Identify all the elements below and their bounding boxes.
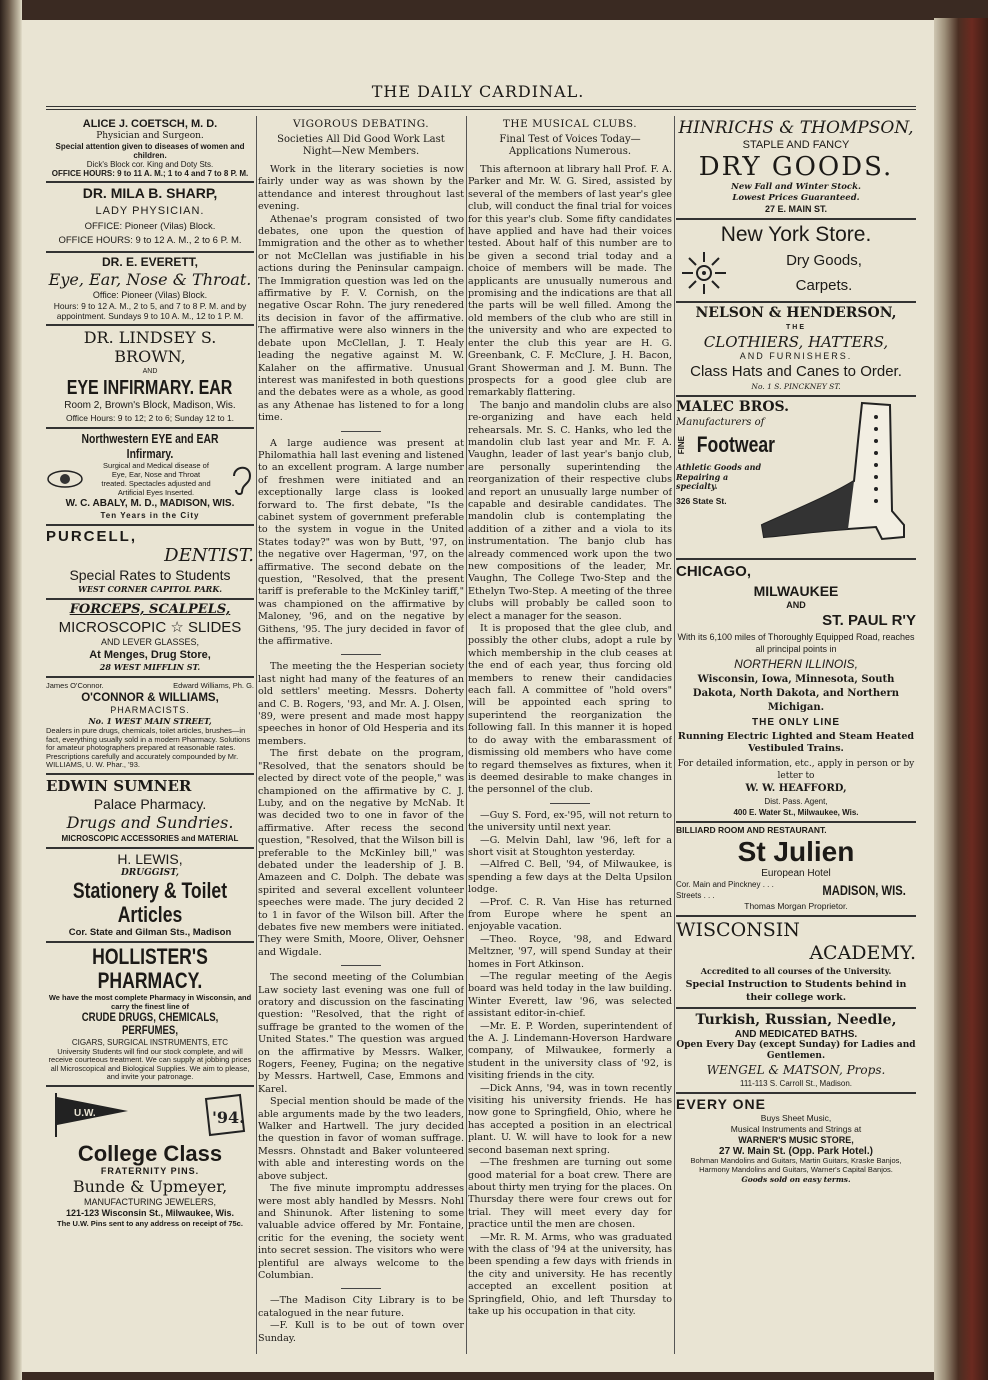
masthead: THE DAILY CARDINAL. xyxy=(371,82,585,101)
ad-sharp: DR. MILA B. SHARP, LADY PHYSICIAN. OFFICE: Pioneer (Vilas) Block. OFFICE HOURS: 9 to 12 A. M., 2 to 6 P. M. xyxy=(46,183,254,253)
paragraph: This afternoon at library hall Prof. F. A. Parker and Mr. W. G. Sired, assisted by several of the members of last year's glee club, will conduct the final trial for voices for this year's club. Some fifty candidates have applied and have had their voices tested. About half of this number are to be given a second trial today and a choice of members will be made. The applicants are unusually numerous and promising and the indications are that all the parts will be well filled. Among the old members of the club who are still in the university and who are expected to enter the club this year are H. G. Greenbank, C. F. McClure, J. H. Bacon, Grant Showerman and J. M. Bunn. The prospects for a good glee club are remarkably flattering. xyxy=(468,164,672,399)
column-rule xyxy=(674,116,675,1354)
paragraph: Special mention should be made of the able arguments made by the two leaders, Walker and Hartwell. The jury decided the question in favor of woman suffrage. Messrs. Ohnstadt and Baker volunteered with able and interesting words on the above subject. xyxy=(258,1096,464,1182)
article-headline: VIGOROUS DEBATING. xyxy=(292,118,430,130)
ad-hollister: HOLLISTER'S PHARMACY. We have the most complete Pharmacy in Wisconsin, and carry the finest line of CRUDE DRUGS, CHEMICALS, PERFUMES, CIGARS, SURGICAL INSTRUMENTS, ETC University Students will find our stock complete, and will receive courteous treatment. We can supply at jobbing prices all Microscopical and Biological Supplies. We aim to please, and invite your patronage. xyxy=(46,943,254,1087)
ad-hinrichs-thompson: HINRICHS & THOMPSON, STAPLE AND FANCY DRY GOODS. New Fall and Winter Stock. Lowest Prices Guaranteed. 27 E. MAIN ST. xyxy=(676,116,916,220)
paragraph: A large audience was present at Philomathia hall last evening and listened to an excellent program. A large number of freshmen were initiated and an exceptionally large class is looked forward to. The first debate, "Is the cabinet system of government preferable to the system in vogue in the United States today?" was won by Butt, '97, on the negative over Hagerman, '97, on the affirmative. The second debate on the question, "Resolved, that the present tariff is preferable to the McKinley tariff," was championed on the affirmative by Maloney, '96, and on the negative by Githens, '95. The jury decided in favor of the affirmative. xyxy=(258,437,464,648)
class-pin-icon xyxy=(200,1091,248,1139)
ad-malec-bros: MALEC BROS. Manufacturers of FINE Footwear Athletic Goods and Repairing a specialty. 326 State St. xyxy=(676,397,916,560)
paragraph: It is proposed that the glee club, and possibly the other clubs, adopt a rule by which membership in the club ceases at the end of each year, thus forcing old members to renew their candidacies each fall. A committee of "hold overs" will be appointed each spring to superintend the reorganization the following fall. In this manner it is hoped to do away with the embarassment of dismissing old members who have come to regard themselves as fixtures, when it is deemed desirable to make changes in the personnel of the club. xyxy=(468,623,672,796)
paragraph: —Alfred C. Bell, '94, of Milwaukee, is spending a few days at the Delta Upsilon lodge. xyxy=(468,859,672,896)
paragraph: —Theo. Royce, '98, and Edward Meltzner, '97, will spend Sunday at their homes in Fort Atkinson. xyxy=(468,933,672,970)
ear-icon xyxy=(228,462,254,496)
masthead-rule xyxy=(46,106,916,110)
paragraph: Work in the literary societies is now fairly under way as was shown by the attendance and interest throughout last evening. xyxy=(258,164,464,213)
ad-st-julien: BILLIARD ROOM AND RESTAURANT. St Julien European Hotel Cor. Main and Pinckney . . . Streets . . . MADISON, WIS. Thomas Morgan Proprietor. xyxy=(676,823,916,917)
column-news-musical xyxy=(468,116,672,1354)
paragraph: —Mr. E. P. Worden, superintendent of the A. J. Lindemann-Hoverson Hardware company, of Milwaukee, formerly a student in the university class of '92, is visiting friends in the city. xyxy=(468,1020,672,1082)
eye-icon xyxy=(46,468,84,490)
divider xyxy=(550,803,590,804)
ad-nelson-henderson: NELSON & HENDERSON, THE CLOTHIERS, HATTERS, AND FURNISHERS. Class Hats and Canes to Order. No. 1 S. PINCKNEY ST. xyxy=(676,303,916,397)
ad-purcell: PURCELL, DENTIST. Special Rates to Students WEST CORNER CAPITOL PARK. xyxy=(46,526,254,600)
paragraph: —Guy S. Ford, ex-'95, will not return to the university until next year. xyxy=(468,809,672,834)
paragraph: The second meeting of the Columbian Law society last evening was one full of oratory and discussion on the fascinating question: "Resolved, that the right of suffrage be granted to the women of the United States." The question was argued on the affirmative by Messrs. Walker, Rogers, Feeney, Fugina; on the negative by Messrs. Hartwell, Case, Emmons and Karel. xyxy=(258,972,464,1095)
article-headline: THE MUSICAL CLUBS. xyxy=(502,118,638,130)
column-rule xyxy=(466,116,467,1354)
pennant-flag-icon xyxy=(52,1093,132,1137)
paragraph: —The Madison City Library is to be catalogued in the near future. xyxy=(258,1295,464,1319)
divider xyxy=(341,1288,381,1289)
paragraph: The meeting the the Hesperian society last night had many of the features of an old settlers' meeting. Messrs. Doherty and C. B. Rogers, '93, and Mr. A. J. Olsen, '89, were present and made most happy speeches in honor of Old Hesperia and its members. xyxy=(258,661,464,747)
article-subhead: Final Test of Voices Today—Applications Numerous. xyxy=(499,134,641,157)
book-binding xyxy=(0,0,22,1380)
ad-railway: CHICAGO, MILWAUKEE AND ST. PAUL R'Y With its 6,100 miles of Thoroughly Equipped Road, reaches all principal points in NORTHERN ILLINOIS, Wisconsin, Iowa, Minnesota, South Dakota, North Dakota, and Northern Michigan. THE ONLY LINE Running Electric Lighted and Steam Heated Vestibuled Trains. For detailed information, etc., apply in person or by letter to W. W. HEAFFORD, Dist. Pass. Agent, 400 E. Water St., Milwaukee, Wis. xyxy=(676,560,916,823)
ad-sumner: EDWIN SUMNER Palace Pharmacy. Drugs and Sundries. MICROSCOPIC ACCESSORIES and MATERIAL xyxy=(46,775,254,849)
ad-lewis: H. LEWIS, DRUGGIST, Stationery & Toilet Articles Cor. State and Gilman Sts., Madison xyxy=(46,849,254,943)
ad-oconnor-williams: James O'Connor. Edward Williams, Ph. G. O'CONNOR & WILLIAMS, PHARMACISTS. No. 1 WEST MAIN STREET, Dealers in pure drugs, chemicals, toilet articles, brushes—in fact, everything usually sold in a modern Pharmacy. Solutions for amateur photographers prepared at reasonable rates. Prescriptions carefully and accurately compounded by Mr. WILLIAMS, U. W. Phar., '93. xyxy=(46,678,254,775)
book-edge xyxy=(934,18,988,1380)
column-news-debating xyxy=(258,116,464,1354)
divider xyxy=(341,654,381,655)
article-subhead: Societies All Did Good Work Last Night—New Members. xyxy=(277,134,445,157)
ad-bunde-upmeyer: U.W. '94. College Class FRATERNITY PINS. Bunde & Upmeyer, MANUFACTURING JEWELERS, 121-123 Wisconsin St., Milwaukee, Wis. The U.W. Pins sent to any address on receipt of 75c. xyxy=(46,1087,254,1231)
column-rule xyxy=(256,116,257,1354)
newspaper-page xyxy=(22,20,934,1372)
divider xyxy=(341,965,381,966)
paragraph: —G. Melvin Dahl, law '96, left for a short visit at Stoughton yesterday. xyxy=(468,834,672,858)
ad-everett: DR. E. EVERETT, Eye, Ear, Nose & Throat. Office: Pioneer (Vilas) Block. Hours: 9 to 12 A. M., 2 to 5, and 7 to 8 P. M. and by appointment. Sundays 9 to 10 A. M., 12 to 1 P. M. xyxy=(46,253,254,326)
divider xyxy=(341,431,381,432)
svg-text:U.W.: U.W. xyxy=(74,1107,96,1119)
paragraph: The banjo and mandolin clubs are also re-organizing and have each held rehearsals. Mr. S. C. Hanks, who led the mandolin club last year and Mr. F. A. Vaughn, leader of last year's banjo club, are personally superintending the reorganization of their respective clubs and report an unusually large number of capable and desirable candidates. The mandolin club is contemplating the addition of a zither and a viola to its instrumentation. The banjo club has already commenced work upon the two new compositions of the leader, Mr. Vaughn, The College Two-Step and the Ethelyn Two-Step. A meeting of the three clubs will probably be called soon to elect a manager for the season. xyxy=(468,399,672,622)
ad-menges: FORCEPS, SCALPELS, MICROSCOPIC ☆ SLIDES AND LEVER GLASSES, At Menges, Drug Store, 28 WEST MIFFLIN ST. xyxy=(46,600,254,678)
paragraph: —Prof. C. R. Van Hise has returned from Europe where he spent an enjoyable vacation. xyxy=(468,896,672,933)
column-ads-left xyxy=(46,116,254,1354)
boot-icon xyxy=(758,401,908,547)
column-ads-right xyxy=(676,116,916,1354)
ad-turkish-baths: Turkish, Russian, Needle, AND MEDICATED BATHS. Open Every Day (except Sunday) for Ladies and Gentlemen. WENGEL & MATSON, Props. 111-113 S. Carroll St., Madison. xyxy=(676,1009,916,1094)
sun-burst-icon xyxy=(676,248,732,298)
ad-coetsch: ALICE J. COETSCH, M. D. Physician and Surgeon. Special attention given to diseases of women and children. Dick's Block cor. King and Doty Sts. OFFICE HOURS: 9 to 11 A. M.; 1 to 4 and 7 to 8 P. M. xyxy=(46,116,254,183)
ad-new-york-store: New York Store. Dry Goods, Carpets. xyxy=(676,220,916,303)
paragraph: —The regular meeting of the Aegis board was held today in the law building. Winter Everett, law '96, was selected assistant editor-in-chief. xyxy=(468,971,672,1020)
ad-warners-music: EVERY ONE Buys Sheet Music, Musical Instruments and Strings at WARNER'S MUSIC STORE, 27 W. Main St. (Opp. Park Hotel.) Bohman Mandolins and Guitars, Martin Guitars, Kraske Banjos, Harmony Mandolins and Guitars, Warner's Capital Banjos. Goods sold on easy terms. xyxy=(676,1096,902,1184)
ad-wisconsin-academy: WISCONSIN ACADEMY. Accredited to all courses of the University. Special Instruction to Students behind in their college work. xyxy=(676,917,916,1009)
paragraph: —F. Kull is to be out of town over Sunday. xyxy=(258,1320,464,1344)
paragraph: —Mr. R. M. Arms, who was graduated with the class of '94 at the university, has been spending a few days with friends in the city and university. He has recently accepted an excellent position at Springfield, Ohio, and left Thursday to take up his occupation in that city. xyxy=(468,1231,672,1317)
paragraph: The five minute impromptu addresses were most ably handled by Messrs. Nohl and Shinunok. After listening to some valuable advice offered by Mr. Fontaine, critic for the evening, the society went into secret session. The visitors who were plentiful are always welcome to the Columbian. xyxy=(258,1183,464,1281)
ad-brown: DR. LINDSEY S. BROWN, AND EYE INFIRMARY. EAR Room 2, Brown's Block, Madison, Wis. Office Hours: 9 to 12; 2 to 6; Sunday 12 to 1. xyxy=(46,326,254,429)
svg-text:'94.: '94. xyxy=(212,1107,245,1127)
ad-northwestern-infirmary: Northwestern EYE and EAR Infirmary. Surgical and Medical disease of Eye, Ear, Nose and Throat treated. Spectacles adjusted and Artificial Eyes Inserted. W. C. ABALY, M. D., MADISON, WIS. Ten Years in the City xyxy=(46,429,254,526)
paragraph: —Dick Anns, '94, was in town recently visiting his university friends. He has now gone to Springfield, Ohio, where he has accepted a position in an electrical plant. U. W. will have to look for a new second baseman next spring. xyxy=(468,1082,672,1156)
paragraph: —The freshmen are turning out some good material for a boat crew. There are about thirty men trying for the places. On Thursday there were four crews out for trial. They will meet every day for practice until the men are chosen. xyxy=(468,1157,672,1231)
paragraph: Athenae's program consisted of two debates, one upon the question of Immigration and the other as to whether or not McClellan was justifiable in his actions during the Peninsular campaign. The Immigration question was led on the affirmative by F. V. Cornish, on the negative Oscar Rohn. The jury renedered its decision in favor of the affirmative. The affirmative were also winners in the debate upon McClellan, J. T. Healy leading the negative against M. W. Kalaher on the affirmative. Unusual interest was manifested in both questions and the debates were as a whole, as good as any Athenae has listened to for a long time. xyxy=(258,213,464,424)
paragraph: The first debate on the program, "Resolved, that the senators should be elected by direct vote of the people," was championed on the affirmative by C. J. Luby, and on the negative by McNab. It was decided two to one in favor of the affirmative. After recess the second question, "Resolved, that the Wilson bill is preferable to the McKinley bill," was debated under the leadership of J. B. Amazeen and C. Dolph. The debate was spirited and several excellent volunteer speeches were made. The jury decided 2 to 1 in favor of the Wilson bill. After the debates five new members were initiated. They were Smith, Moore, Oliver, Oehsner and Wigdale. xyxy=(258,748,464,958)
